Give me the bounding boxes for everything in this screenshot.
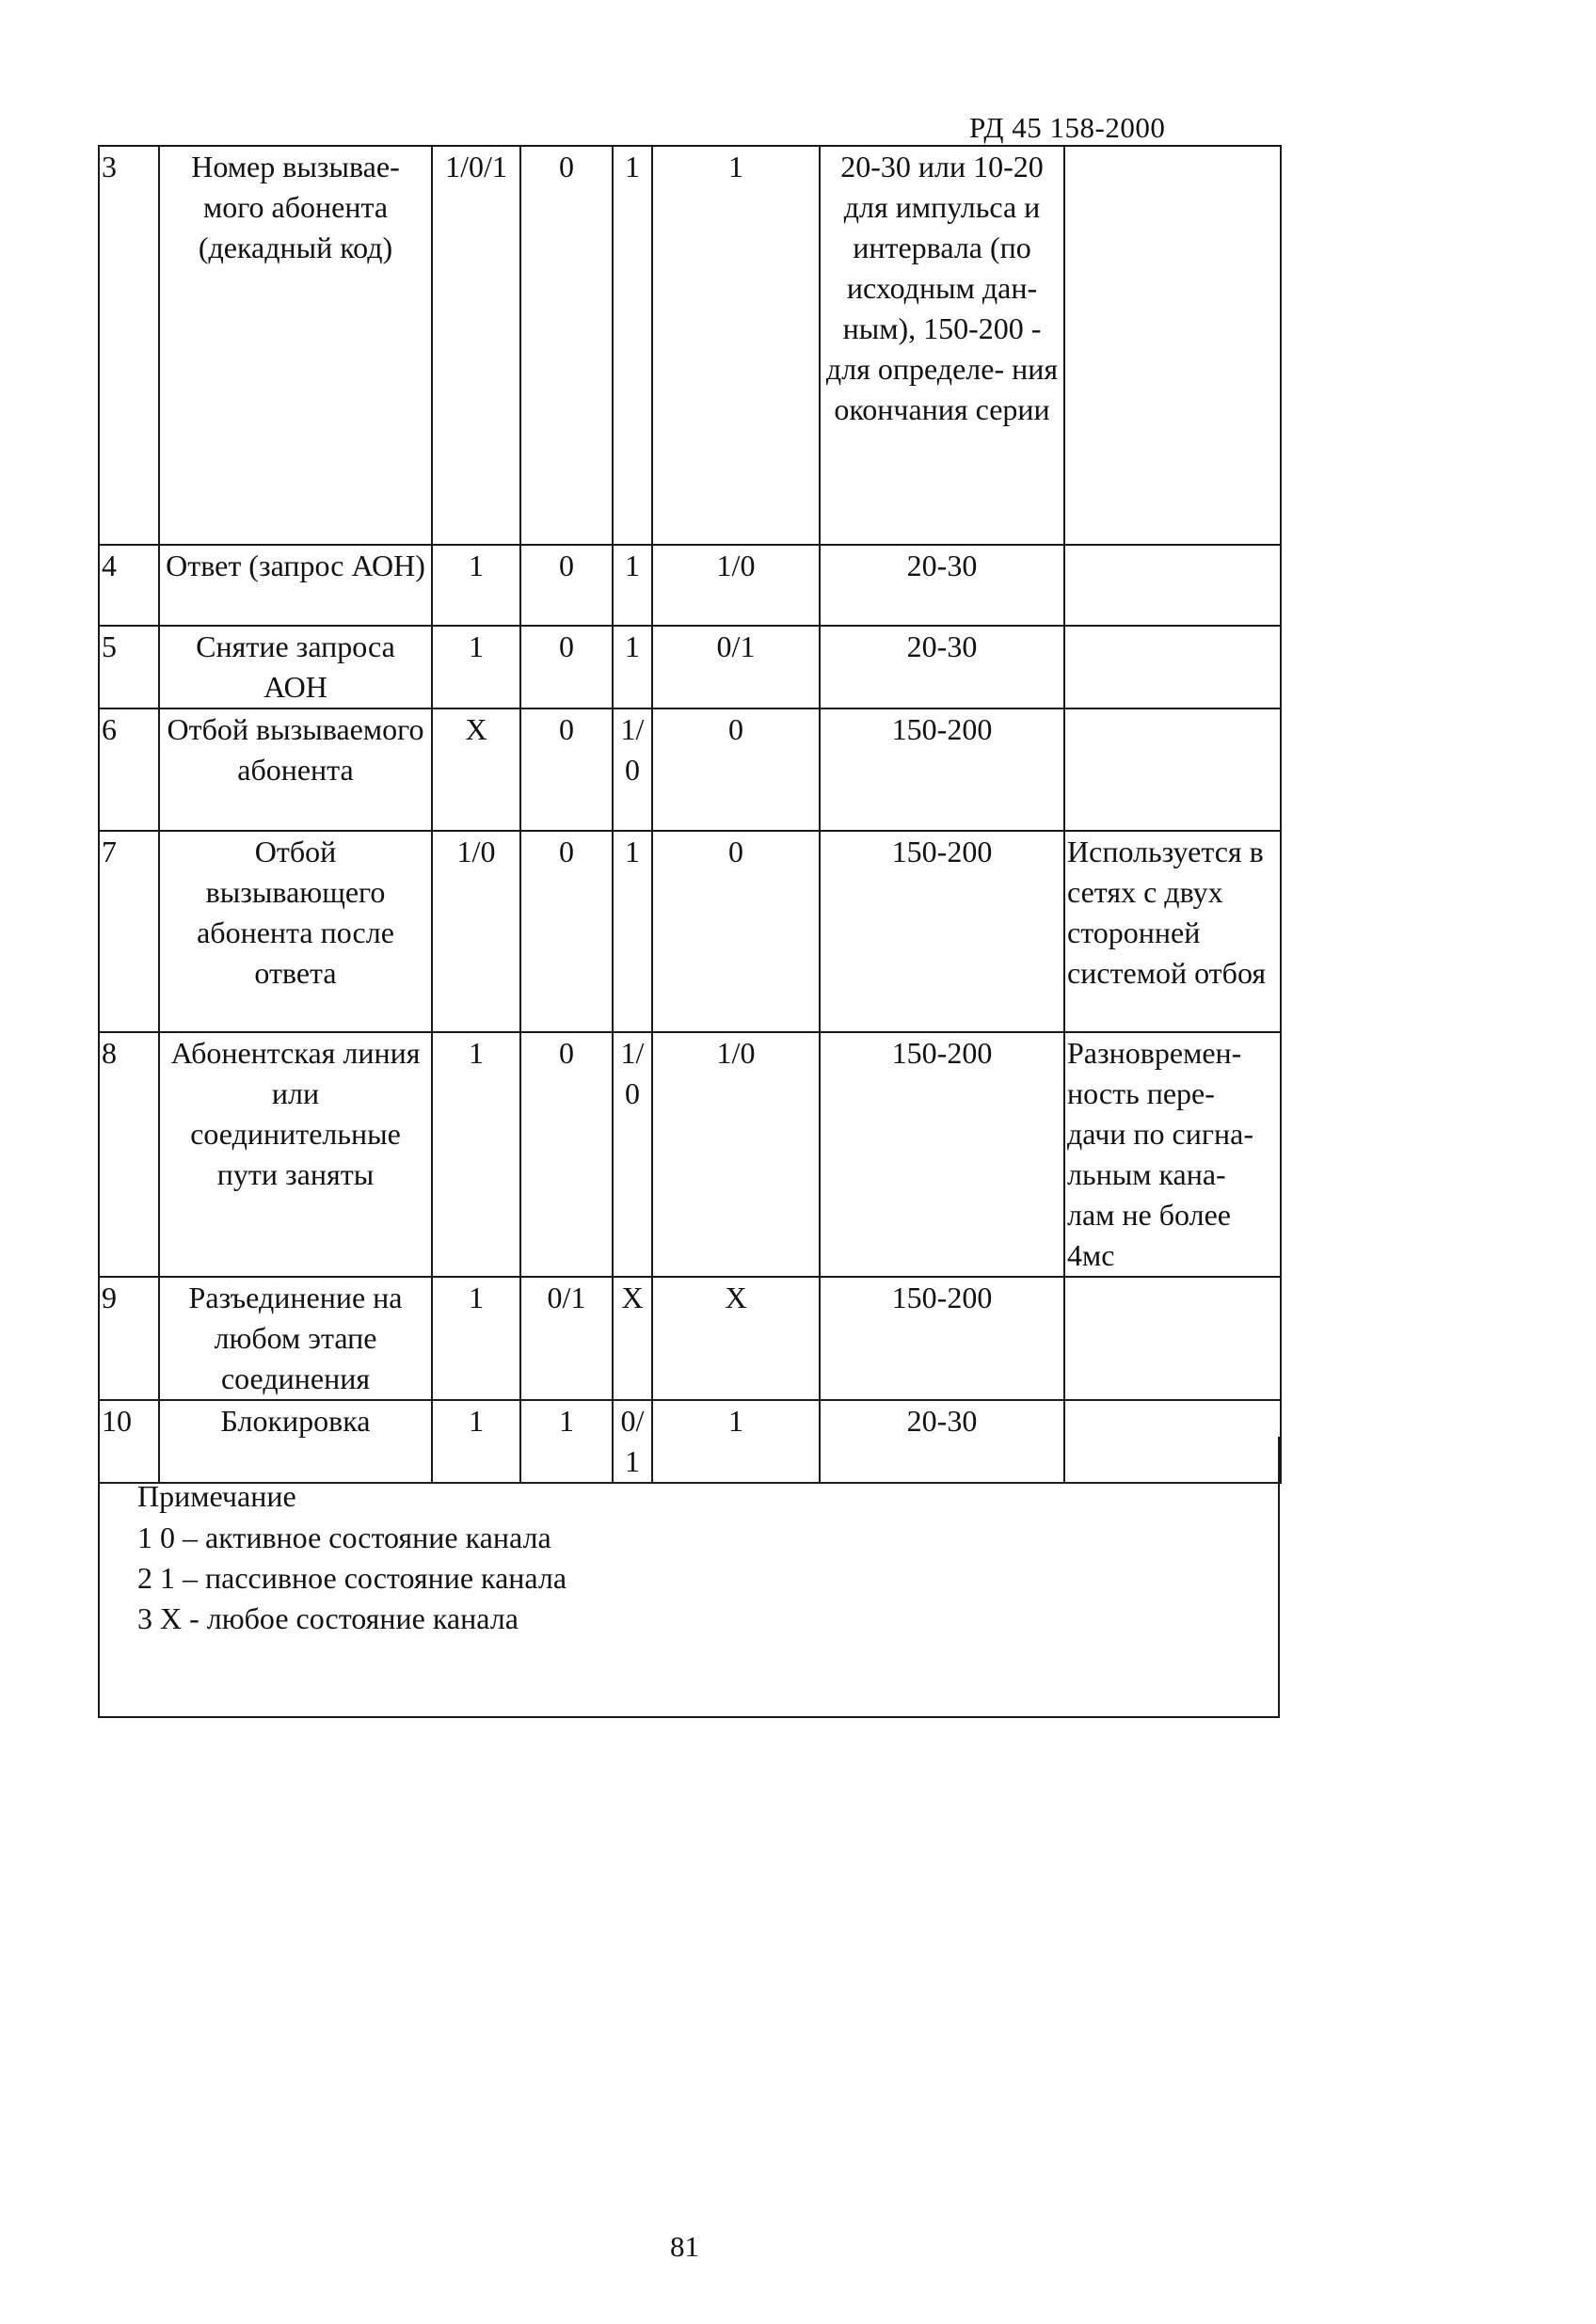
state-a: 1/0: [432, 831, 520, 1032]
signal-name: Блокировка: [159, 1400, 432, 1483]
page-number: 81: [670, 2230, 699, 2263]
duration: 150-200: [820, 1277, 1064, 1400]
row-note: [1064, 626, 1281, 708]
state-d: 0/1: [652, 626, 820, 708]
row-number: 5: [99, 626, 159, 708]
state-d: 0: [652, 708, 820, 831]
state-b: 0: [520, 146, 613, 545]
note-line: 2 1 – пассивное состояние канала: [137, 1561, 567, 1595]
row-number: 8: [99, 1032, 159, 1277]
note-line: 1 0 – активное состояние канала: [137, 1520, 551, 1554]
table-row: [99, 146, 1281, 545]
duration: 150-200: [820, 1032, 1064, 1277]
signal-name: Отбой вызываемого абонента: [159, 708, 432, 831]
table-row: [99, 1277, 1281, 1400]
state-b: 0: [520, 831, 613, 1032]
row-number: 3: [99, 146, 159, 545]
state-c: X: [613, 1277, 652, 1400]
state-b: 0: [520, 626, 613, 708]
signal-name: Снятие запроса АОН: [159, 626, 432, 708]
table-row: [99, 545, 1281, 626]
table-row: [99, 708, 1281, 831]
state-c: 1: [613, 831, 652, 1032]
duration: 20-30 или 10-20 для импульса и интервала (по исходным дан- ным), 150-200 - для определе- ния окончания серии: [820, 146, 1064, 545]
state-a: X: [432, 708, 520, 831]
state-b: 1: [520, 1400, 613, 1483]
duration: 20-30: [820, 1400, 1064, 1483]
row-note: [1064, 545, 1281, 626]
note-line: 3 X - любое состояние канала: [137, 1601, 519, 1635]
state-d: X: [652, 1277, 820, 1400]
row-number: 9: [99, 1277, 159, 1400]
state-c: 1/0: [613, 708, 652, 831]
state-b: 0: [520, 1032, 613, 1277]
document-code: РД 45 158-2000: [969, 111, 1166, 144]
row-note: [1064, 708, 1281, 831]
state-c: 0/1: [613, 1400, 652, 1483]
state-a: 1/0/1: [432, 146, 520, 545]
signal-name: Номер вызывае- мого абонента (декадный код): [159, 146, 432, 545]
duration: 150-200: [820, 831, 1064, 1032]
table-row: [99, 1032, 1281, 1277]
table-row: [99, 831, 1281, 1032]
signal-name: Отбой вызывающего абонента после ответа: [159, 831, 432, 1032]
row-number: 10: [99, 1400, 159, 1483]
state-b: 0: [520, 708, 613, 831]
state-c: 1/0: [613, 1032, 652, 1277]
signal-name: Ответ (запрос АОН): [159, 545, 432, 626]
state-a: 1: [432, 1277, 520, 1400]
row-note: Используется в сетях с двух сторонней системой отбоя: [1064, 831, 1281, 1032]
row-note: Разновремен- ность пере- дачи по сигна- льным кана- лам не более 4мс: [1064, 1032, 1281, 1277]
state-a: 1: [432, 626, 520, 708]
table-row: [99, 626, 1281, 708]
signal-name: Абонентская линия или соединительные пути заняты: [159, 1032, 432, 1277]
duration: 20-30: [820, 626, 1064, 708]
row-note: [1064, 1277, 1281, 1400]
state-b: 0: [520, 545, 613, 626]
state-d: 1/0: [652, 1032, 820, 1277]
state-d: 1: [652, 146, 820, 545]
state-a: 1: [432, 1032, 520, 1277]
row-number: 7: [99, 831, 159, 1032]
state-a: 1: [432, 1400, 520, 1483]
signal-table: [98, 145, 1282, 1484]
state-c: 1: [613, 146, 652, 545]
row-note: [1064, 146, 1281, 545]
state-d: 1/0: [652, 545, 820, 626]
signal-name: Разъединение на любом этапе соединения: [159, 1277, 432, 1400]
state-c: 1: [613, 626, 652, 708]
row-number: 6: [99, 708, 159, 831]
duration: 150-200: [820, 708, 1064, 831]
state-d: 0: [652, 831, 820, 1032]
state-a: 1: [432, 545, 520, 626]
row-number: 4: [99, 545, 159, 626]
state-c: 1: [613, 545, 652, 626]
state-d: 1: [652, 1400, 820, 1483]
duration: 20-30: [820, 545, 1064, 626]
state-b: 0/1: [520, 1277, 613, 1400]
notes-title: Примечание: [137, 1479, 296, 1513]
